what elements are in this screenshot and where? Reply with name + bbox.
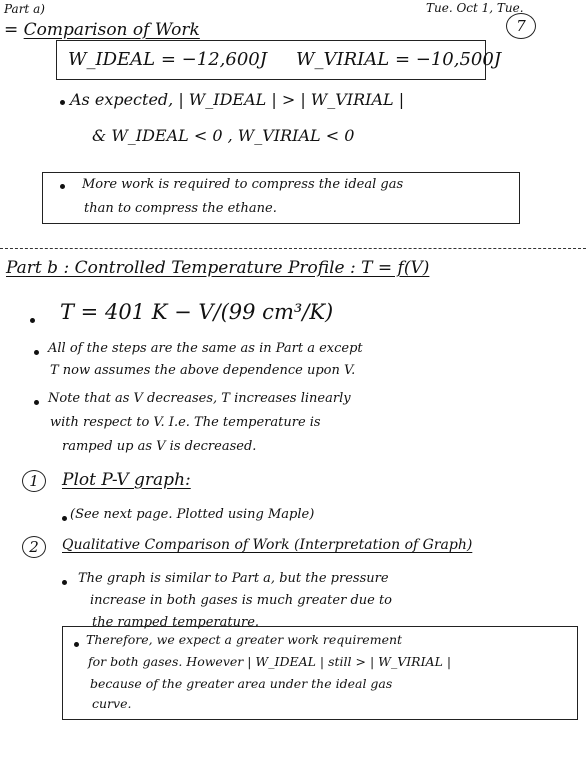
bullet-dot [34, 350, 39, 355]
step2-title: Qualitative Comparison of Work (Interpretation of Graph) [62, 537, 473, 553]
step2-line-1: The graph is similar to Part a, but the pressure [78, 571, 389, 586]
bullet2-line-3: ramped up as V is decreased. [62, 439, 257, 454]
step2-line-3: the ramped temperature. [92, 615, 260, 630]
final-line-3: because of the greater area under the ideal gas [90, 676, 393, 691]
bullet-dot [74, 642, 79, 647]
section-divider [0, 248, 586, 249]
section-title: = Comparison of Work [4, 20, 200, 40]
final-line-2: for both gases. However | W_IDEAL | still > | W_VIRIAL | [88, 654, 452, 669]
bullet2-line-1: Note that as V decreases, T increases linearly [48, 391, 351, 406]
step2-number-circle [22, 536, 46, 558]
date-note: Tue. Oct 1, Tue. [426, 1, 524, 15]
step1-title: Plot P-V graph: [62, 470, 191, 490]
temperature-equation: T = 401 K − V/(99 cm³/K) [60, 300, 334, 324]
bullet-dot [62, 580, 67, 585]
section-title-text: Comparison of Work [23, 20, 200, 40]
page-number: 7 [516, 17, 526, 35]
expected-line: As expected, | W_IDEAL | > | W_VIRIAL | [70, 90, 405, 109]
bullet-dot [60, 184, 65, 189]
sign-line: & W_IDEAL < 0 , W_VIRIAL < 0 [92, 126, 355, 145]
conclusion-line-2: than to compress the ethane. [84, 201, 277, 216]
step1-note: (See next page. Plotted using Maple) [70, 507, 315, 522]
bullet-dot [34, 400, 39, 405]
bullet1-line-2: T now assumes the above dependence upon V. [50, 363, 356, 378]
bullet1-line-1: All of the steps are the same as in Part a except [48, 341, 363, 356]
page-number-circle [506, 13, 536, 39]
step1-number: 1 [29, 472, 39, 490]
step2-number: 2 [29, 538, 39, 556]
bullet-dot [62, 516, 67, 521]
bullet-dot [60, 100, 65, 105]
w-ideal-value: W_IDEAL = −12,600J [68, 49, 267, 70]
conclusion-line-1: More work is required to compress the ideal gas [82, 177, 404, 192]
part-b-heading: Part b : Controlled Temperature Profile : T = f(V) [6, 258, 430, 278]
part-label: Part a) [4, 2, 45, 16]
w-virial-value: W_VIRIAL = −10,500J [296, 49, 502, 70]
step1-number-circle [22, 470, 46, 492]
bullet2-line-2: with respect to V. I.e. The temperature is [50, 415, 321, 430]
step2-line-2: increase in both gases is much greater due to [90, 593, 393, 608]
final-line-4: curve. [92, 696, 132, 711]
final-line-1: Therefore, we expect a greater work requirement [86, 632, 403, 647]
bullet-dot [30, 318, 35, 323]
